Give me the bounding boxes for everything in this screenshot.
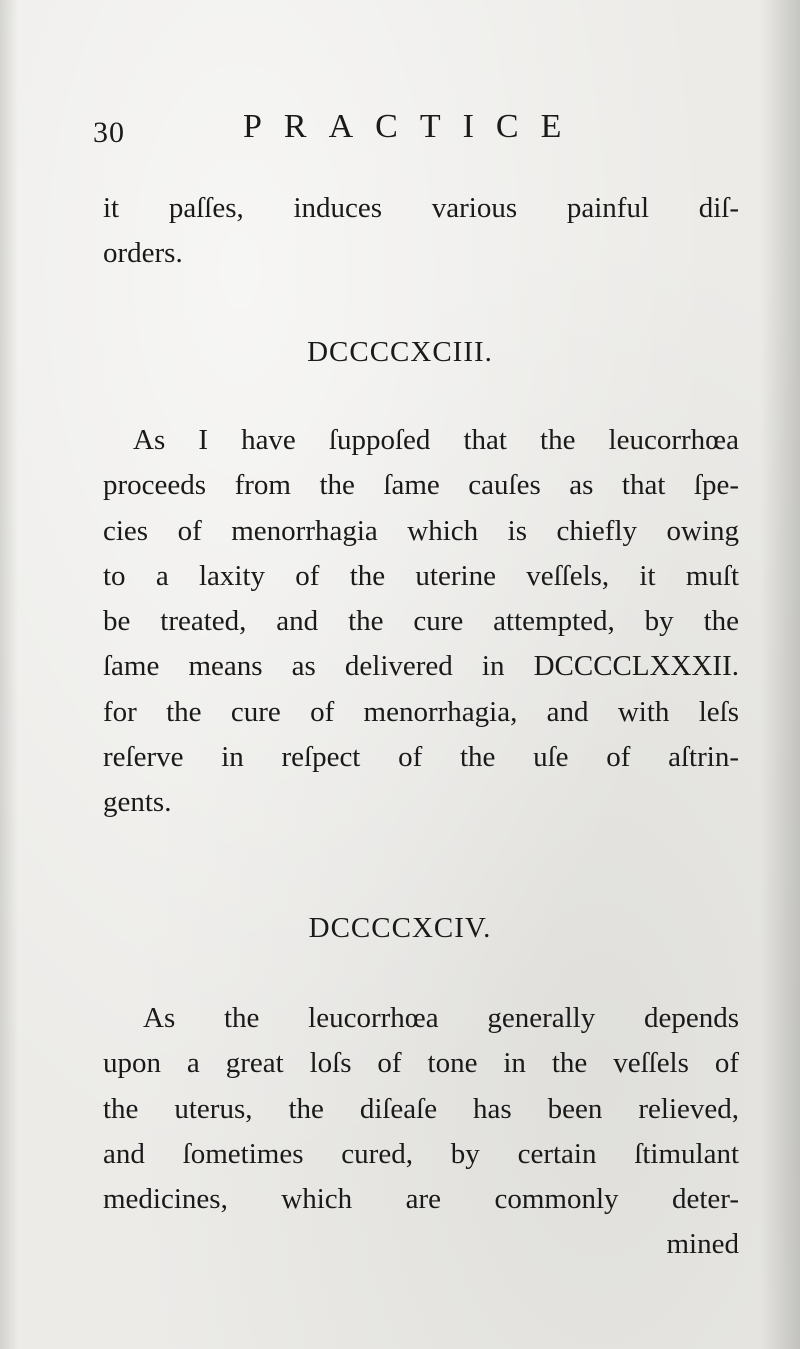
text-line: As the leucorrhœa generally depends	[143, 1002, 739, 1034]
text-line: medicines, which are commonly deter-	[103, 1183, 739, 1216]
text-line: orders.	[103, 237, 183, 270]
text-line: to a laxity of the uterine veſſels, it muſt	[103, 559, 739, 592]
paragraph-dcccxciii	[103, 418, 739, 826]
text-line: cies of menorrhagia which is chiefly owing	[103, 514, 739, 547]
page-header	[93, 108, 733, 158]
text-line: the uterus, the diſeaſe has been relieved,	[103, 1092, 739, 1125]
section-heading: DCCCCXCIV.	[308, 912, 492, 944]
page-number: 30	[93, 116, 125, 149]
text-line: As I have ſuppoſed that the leucorrhœa	[133, 424, 739, 456]
paragraph-continued	[103, 186, 739, 277]
text-line: upon a great loſs of tone in the veſſels of	[103, 1047, 739, 1080]
section-heading: DCCCCXCIII.	[307, 336, 493, 368]
page-right-shadow	[760, 0, 800, 1349]
text-line: and ſometimes cured, by certain ſtimulant	[103, 1137, 739, 1170]
text-line: reſerve in reſpect of the uſe of aſtrin-	[103, 741, 739, 774]
paragraph-dcccxciv	[103, 996, 739, 1268]
text-line: be treated, and the cure attempted, by the	[103, 605, 739, 638]
page-left-shadow	[0, 0, 18, 1349]
running-head: PRACTICE	[243, 108, 584, 145]
text-line: it paſſes, induces various painful diſ-	[103, 192, 739, 224]
text-line: gents.	[103, 786, 172, 819]
text-line: ſame means as delivered in DCCCCLXXXII.	[103, 650, 739, 683]
catchword: mined	[666, 1228, 739, 1261]
text-line: for the cure of menorrhagia, and with leſs	[103, 695, 739, 728]
text-line: proceeds from the ſame cauſes as that ſpe-	[103, 469, 739, 502]
